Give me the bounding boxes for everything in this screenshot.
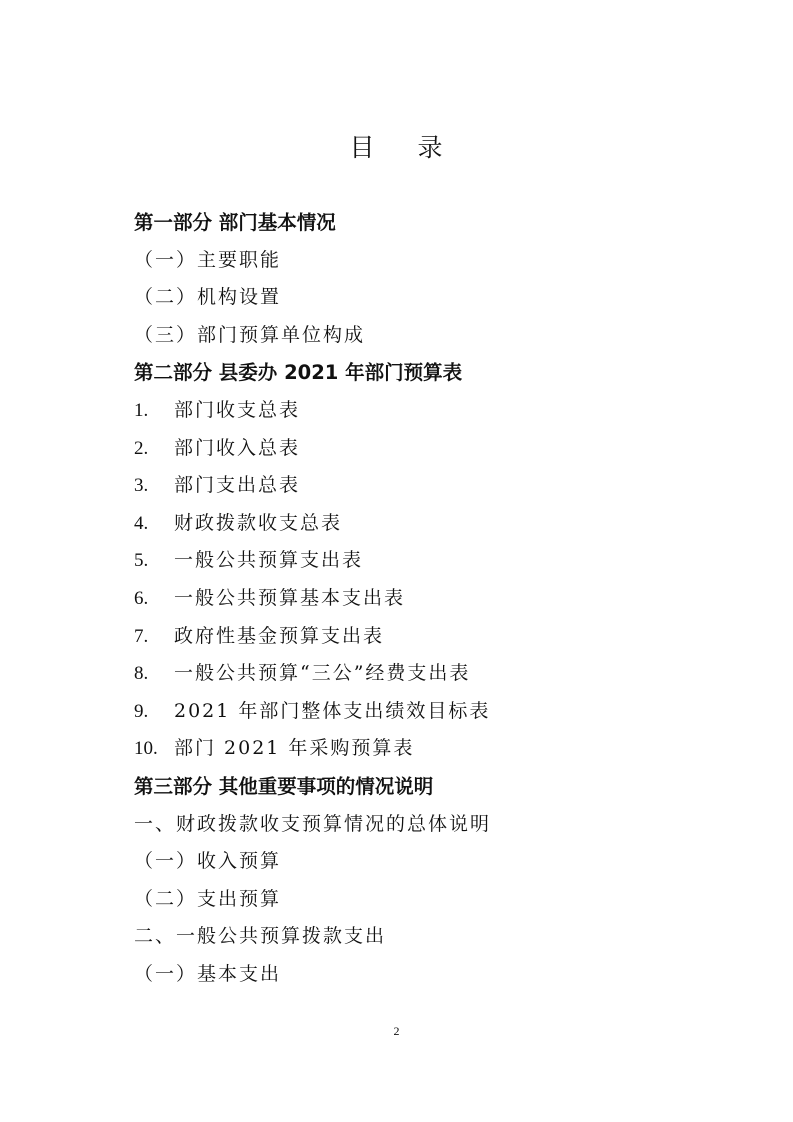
toc-entry-fiscal-overview[interactable]: 一、财政拨款收支预算情况的总体说明 [134,812,492,835]
toc-item-number: 8. [134,663,149,685]
toc-item-7[interactable] [134,618,694,656]
page-title [0,128,793,164]
toc-item-8[interactable] [134,655,694,693]
toc-item-9[interactable] [134,693,694,731]
toc-item-4[interactable] [134,505,694,543]
toc-item-label: 政府性基金预算支出表 [174,624,385,647]
toc-item-number: 4. [134,512,149,534]
toc-item-6[interactable] [134,580,694,618]
toc-item-2[interactable] [134,430,694,468]
toc-item-10[interactable] [134,730,694,768]
toc-item-label: 部门收支总表 [174,398,301,421]
toc-item-label: 部门收入总表 [174,436,301,459]
toc-entry-main-functions[interactable]: （一）主要职能 [134,248,282,271]
toc-entry-general-public-expenditure[interactable]: 二、一般公共预算拨款支出 [134,925,387,948]
toc-part-2[interactable]: 第二部分 县委办 2021 年部门预算表 [134,361,463,385]
toc-item-label: 一般公共预算基本支出表 [174,586,406,609]
toc-entry-income-budget[interactable]: （一）收入预算 [134,850,282,873]
toc-part-1[interactable]: 第一部分 部门基本情况 [134,211,336,234]
toc-entry-basic-expenditure[interactable]: （一）基本支出 [134,962,282,985]
toc-item-number: 1. [134,399,149,421]
toc-item-3[interactable] [134,467,694,505]
page-number: 2 [393,1024,400,1038]
toc-item-label: 一般公共预算“三公”经费支出表 [174,662,471,685]
toc-part-3[interactable]: 第三部分 其他重要事项的情况说明 [134,774,434,798]
title-char-2: 录 [417,133,444,162]
toc-entry-budget-units[interactable]: （三）部门预算单位构成 [134,323,366,346]
toc-item-number: 7. [134,625,149,647]
toc-item-number: 3. [134,475,149,497]
toc-item-number: 9. [134,700,149,722]
toc-item-1[interactable] [134,392,694,430]
toc-item-label: 一般公共预算支出表 [174,549,364,572]
toc-item-label: 2021 年部门整体支出绩效目标表 [174,699,491,722]
toc-item-label: 部门 2021 年采购预算表 [174,737,415,760]
toc-item-number: 10. [134,738,158,760]
toc-item-5[interactable] [134,542,694,580]
table-of-contents [134,204,694,993]
toc-item-label: 财政拨款收支总表 [174,511,343,534]
toc-item-number: 5. [134,550,149,572]
toc-item-number: 2. [134,437,149,459]
toc-item-label: 部门支出总表 [174,474,301,497]
toc-entry-organization[interactable]: （二）机构设置 [134,286,282,309]
toc-entry-expenditure-budget[interactable]: （二）支出预算 [134,887,282,910]
toc-item-number: 6. [134,587,149,609]
title-char-1: 目 [349,133,376,162]
